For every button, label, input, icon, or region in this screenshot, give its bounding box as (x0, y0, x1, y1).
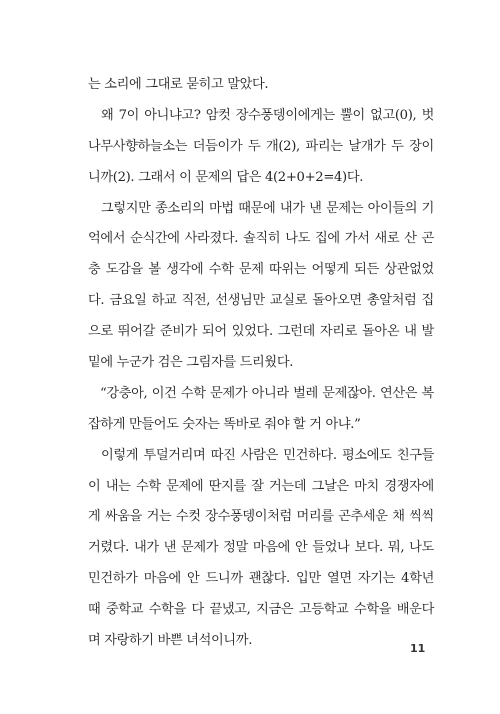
text-line: 게 싸움을 거는 수컷 장수풍뎅이처럼 머리를 곤추세운 채 씩씩 (88, 509, 434, 525)
text-line: 으로 뛰어갈 준비가 되어 있었다. 그런데 자리로 돌아온 내 발 (88, 324, 434, 340)
text-line: 왜 7이 아니냐고? 암컷 장수풍뎅이에게는 뿔이 없고(0), 벗 (101, 107, 434, 123)
text-line: 니까(2). 그래서 이 문제의 답은 4(2+0+2=4)다. (88, 169, 364, 185)
text-line: 때 중학교 수학을 다 끝냈고, 지금은 고등학교 수학을 배운다 (88, 602, 434, 618)
text-line: 는 소리에 그대로 묻히고 말았다. (88, 77, 269, 92)
text-line: 밑에 누군가 검은 그림자를 드리웠다. (88, 355, 294, 371)
text-line: “강충아, 이건 수학 문제가 아니라 벌레 문제잖아. 연산은 복 (100, 385, 434, 401)
text-line: 며 자랑하기 바쁜 녀석이니까. (88, 633, 253, 649)
text-line: 이렇게 투덜거리며 따진 사람은 민건하다. 평소에도 친구들 (101, 447, 434, 463)
page-number: 11 (410, 642, 426, 655)
text-line: 거렸다. 내가 낸 문제가 정말 마음에 안 들었나 보다. 뭐, 나도 (88, 540, 434, 556)
text-line: 나무사향하늘소는 더듬이가 두 개(2), 파리는 날개가 두 장이 (88, 138, 434, 154)
body-text (88, 70, 434, 657)
text-line: 다. 금요일 하교 직전, 선생님만 교실로 돌아오면 총알처럼 집 (88, 293, 434, 309)
text-line: 그렇지만 종소리의 마법 때문에 내가 낸 문제는 아이들의 기 (101, 200, 434, 216)
text-line: 충 도감을 볼 생각에 수학 문제 따위는 어떻게 되든 상관없었 (88, 262, 434, 278)
text-line: 억에서 순식간에 사라졌다. 솔직히 나도 집에 가서 새로 산 곤 (88, 231, 434, 247)
text-line: 민건하가 마음에 안 드니까 괜찮다. 입만 열면 자기는 4학년 (88, 571, 434, 587)
text-line: 잡하게 만들어도 숫자는 똑바로 줘야 할 거 아냐.” (88, 416, 361, 432)
text-line: 이 내는 수학 문제에 딴지를 잘 거는데 그날은 마치 경쟁자에 (88, 478, 434, 494)
